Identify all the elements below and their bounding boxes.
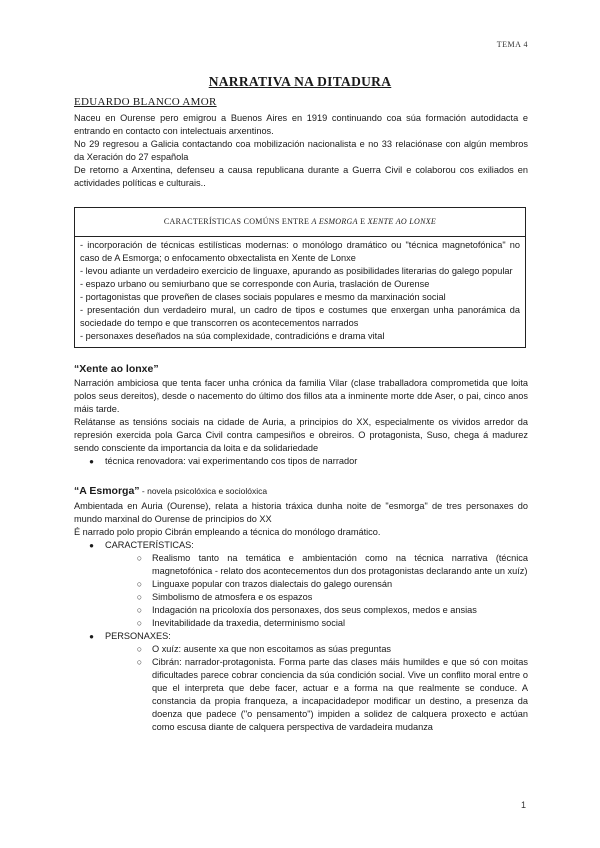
character-item (74, 643, 528, 656)
characteristic-item (74, 552, 528, 578)
intro-paragraph: No 29 regresou a Galicia contactando coa mobilización nacionalista e no 33 relaciónase con algún membros da Xeración do 27 española (74, 139, 528, 162)
hollow-bullet-icon: ○ (136, 553, 143, 563)
intro-paragraph: De retorno a Arxentina, defenseu a causa republicana durante a Guerra Civil e colaborou cos exiliados en actividades políticas e culturais.. (74, 165, 528, 188)
characteristic-text: Indagación na pricoloxía dos personaxes, dos seus complexos, medos e ansias (152, 605, 477, 615)
character-item (74, 656, 528, 734)
characteristic-item (74, 591, 528, 604)
heading-prefix: CARACTERÍSTICAS COMÚNS ENTRE (163, 217, 312, 226)
heading-and: E (357, 217, 368, 226)
bullet-dot-icon: ● (89, 457, 94, 466)
xente-heading: “Xente ao lonxe” (74, 363, 159, 375)
feature-item: - portagonistas que proveñen de clases sociais populares e mesmo da marxinación social (80, 292, 446, 302)
feature-item: - personaxes deseñados na súa complexidade, contradicións e drama vital (80, 331, 385, 341)
characteristic-item (74, 578, 528, 591)
bullet-dot-icon: ● (89, 632, 94, 641)
heading-work-esmorga: A ESMORGA (311, 217, 358, 226)
hollow-bullet-icon: ○ (136, 605, 143, 615)
hollow-bullet-icon: ○ (136, 592, 143, 602)
esmorga-paragraph: É narrado polo propio Cibrán empleando a técnica do monólogo dramático. (74, 527, 381, 537)
characteristic-text: Linguaxe popular con trazos dialectais do galego ourensán (152, 579, 393, 589)
characters-bullet (74, 630, 528, 643)
common-features-heading (75, 208, 525, 237)
author-intro (74, 112, 528, 190)
page-number: 1 (520, 800, 526, 810)
hollow-bullet-icon: ○ (136, 644, 143, 654)
page-header-tema: TEMA 4 (496, 40, 528, 49)
bullet-dot-icon: ● (89, 541, 94, 550)
xente-paragraph: Relátanse as tensións sociais na cidade de Auria, a principios do XX, especialmente os vividos arredor da represión exercida pola Garca Civil contra campesiños e obreiros. O protagonista, Suso, chega á madurez sendo consciente da importancia da loita e da solidariedade (74, 417, 528, 453)
feature-item: - presentación dun verdadeiro mural, un cadro de tipos e costumes que enxergan unha panorámica da sociedade do tempo e que transcorren os acontecementos narrados (80, 305, 520, 328)
common-features-box (74, 207, 526, 348)
feature-item: - espazo urbano ou semiurbano que se corresponde con Auria, traslación de Ourense (80, 279, 430, 289)
intro-paragraph: Naceu en Ourense pero emigrou a Buenos Aires en 1919 continuando coa súa formación autodidacta e entrando en contacto con intelectuais arxentinos. (74, 113, 528, 136)
characteristic-item (74, 604, 528, 617)
characteristic-text: Simbolismo de atmosfera e os espazos (152, 592, 313, 602)
xente-paragraph: Narración ambiciosa que tenta facer unha crónica da familia Vilar (clase traballadora comprometida que loita polos seus dereitos), desde o nacemento do último dos fillos ata a inminente morte dde Aser, o pai, cinco anos máis tarde. (74, 378, 528, 414)
heading-work-xente: XENTE AO LONXE (367, 217, 437, 226)
xente-bullet (74, 455, 528, 468)
xente-bullet-text: técnica renovadora: vai experimentando cos tipos de narrador (105, 456, 358, 466)
characteristics-bullet (74, 539, 528, 552)
hollow-bullet-icon: ○ (136, 579, 143, 589)
feature-item: - levou adiante un verdadeiro exercicio de linguaxe, apurando as posibilidades literarias do galego popular (80, 266, 513, 276)
character-text: Cibrán: narrador-protagonista. Forma parte das clases máis humildes e que só con moitas dificultades parece cobrar conciencia da súa condición social. Vive un conflito moral entre o que el interpreta que debe facer, actuar e a forma na que realmente se conduce. A constancia da propia franqueza, a incapacidadepor modificar un destino, a presenza da doenza que padece ("o pensamento") impiden a solidez de calquera proxecto e actúan como escusa diante de calquera perspectiva de vardadeira mudanza (152, 657, 528, 732)
characteristic-item (74, 617, 528, 630)
author-heading: EDUARDO BLANCO AMOR (74, 96, 217, 108)
esmorga-paragraph: Ambientada en Auria (Ourense), relata a historia tráxica dunha noite de "esmorga" de tres personaxes do mundo marxinal do Ourense de principios do XX (74, 501, 528, 524)
esmorga-title: “A Esmorga” (74, 485, 140, 497)
characteristic-text: Realismo tanto na temática e ambientación como na técnica narrativa (técnica magnetofónica - relato dos acontecementos dun dos protagonistas declarando ante un xuíz) (152, 553, 528, 576)
characteristic-text: Inevitabilidade da traxedia, determinismo social (152, 618, 346, 628)
esmorga-subtitle: - novela psicolóxica e sociolóxica (139, 486, 268, 496)
document-title: NARRATIVA NA DITADURA (208, 74, 392, 89)
character-text: O xuíz: ausente xa que non escoitamos as súas preguntas (152, 644, 392, 654)
feature-item: - incorporación de técnicas estilísticas modernas: o monólogo dramático ou "técnica magnetofónica" no caso de A Esmorga; o enfocamento obxectalista en Xente de Lonxe (80, 240, 520, 263)
common-features-list (75, 237, 525, 347)
esmorga-section (74, 500, 528, 734)
hollow-bullet-icon: ○ (136, 618, 143, 628)
xente-section (74, 377, 528, 468)
esmorga-heading (74, 485, 267, 497)
characters-label: PERSONAXES: (105, 631, 171, 641)
characteristics-label: CARACTERÍSTICAS: (105, 540, 194, 550)
hollow-bullet-icon: ○ (136, 657, 143, 667)
